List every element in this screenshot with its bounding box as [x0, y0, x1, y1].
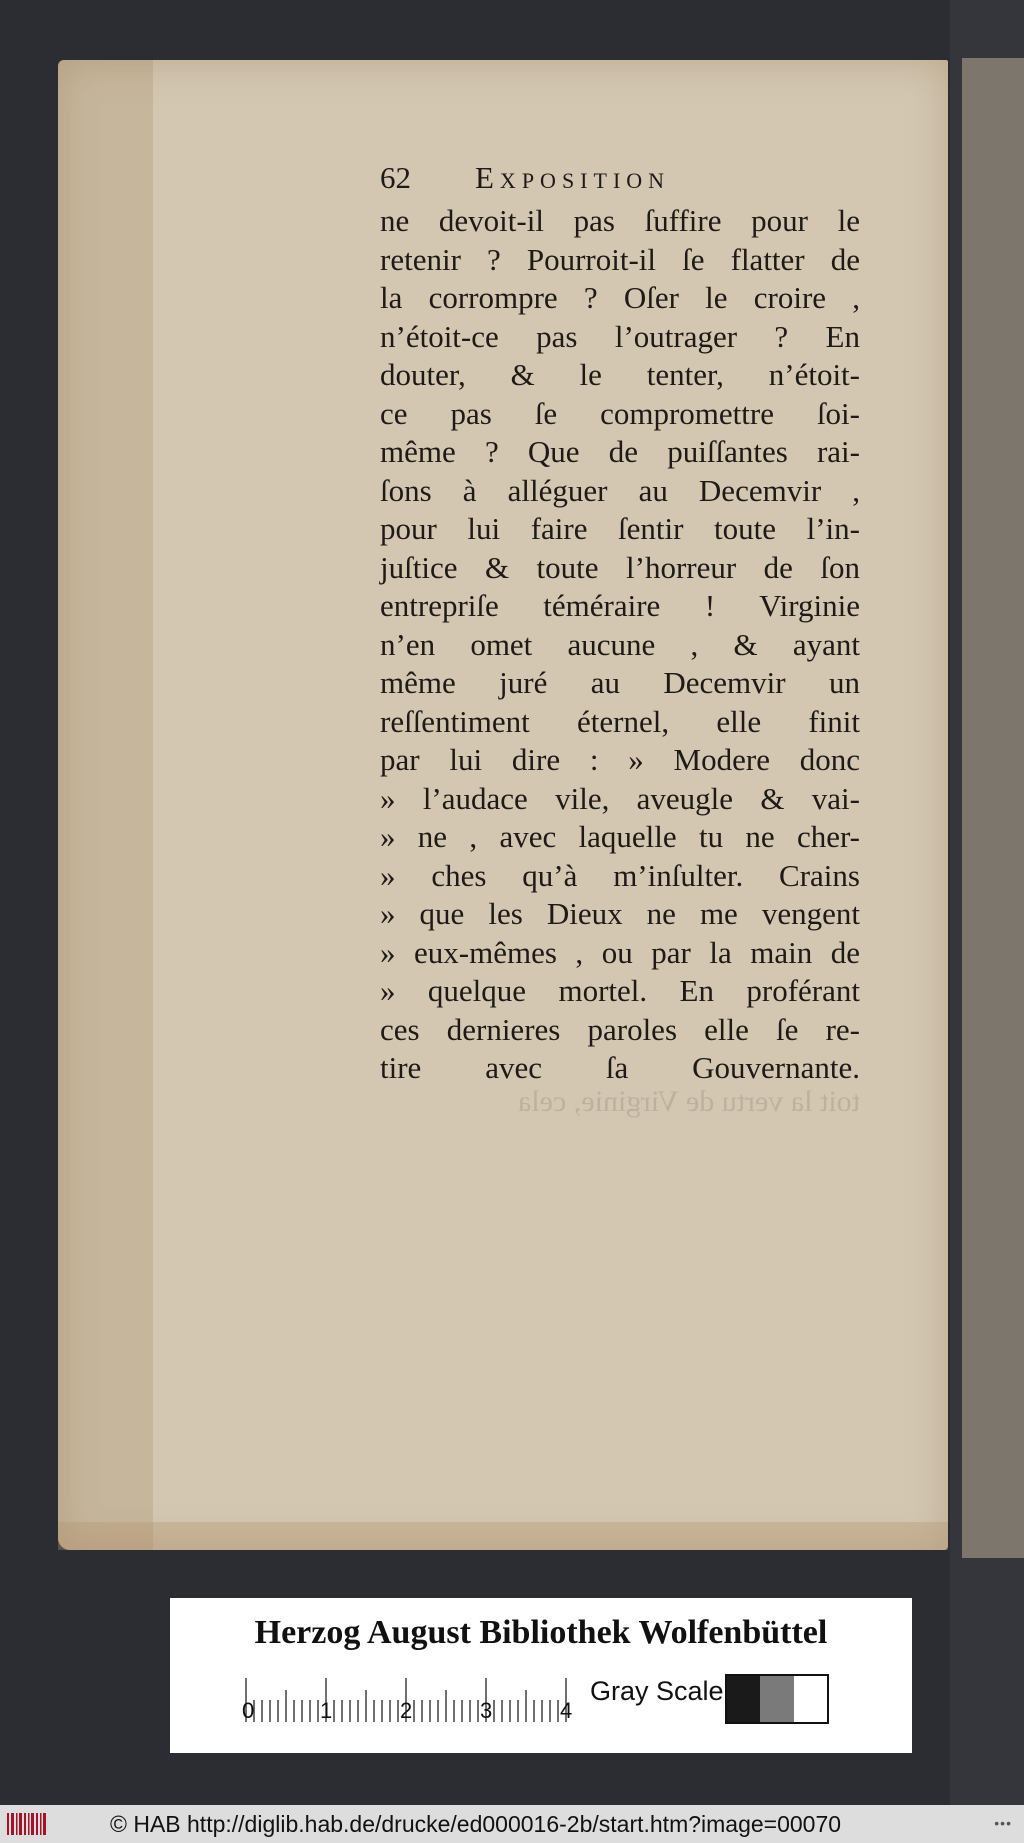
ruler-number-1: 1 — [320, 1698, 333, 1723]
text-lines — [380, 202, 860, 1088]
text-line: ne devoit-il pas ſuffire pour le — [380, 203, 860, 238]
text-line: même juré au Decemvir un — [380, 665, 860, 700]
text-line: entrepriſe téméraire ! Virginie — [380, 588, 860, 623]
more-dots-icon: ••• — [994, 1815, 1012, 1831]
page-number: 62 — [380, 160, 411, 195]
page-bottom-edge — [58, 1522, 948, 1550]
page-header — [380, 160, 860, 202]
swatch-black — [727, 1676, 760, 1722]
text-line: » quelque mortel. En proférant — [380, 973, 860, 1008]
text-line: reſſentiment éternel, elle finit — [380, 703, 860, 739]
page-text — [380, 160, 860, 1088]
hab-barcode-logo-icon — [6, 1809, 56, 1839]
next-page-edge — [962, 58, 1024, 1558]
text-line: » eux-mêmes , ou par la main de — [380, 934, 860, 970]
text-line: ce pas ſe compromettre ſoi- — [380, 395, 860, 431]
text-line: pour lui faire ſentir toute l’in- — [380, 511, 860, 546]
gray-scale-label: Gray Scale — [590, 1676, 724, 1706]
swatch-gray — [760, 1676, 793, 1722]
text-line: par lui dire : » Modere donc — [380, 742, 860, 777]
source-url: © HAB http://diglib.hab.de/drucke/ed000016-2b/start.htm?image=00070 — [110, 1810, 842, 1837]
gray-scale-swatches — [725, 1674, 829, 1724]
swatch-white — [794, 1676, 827, 1722]
ruler-number-2: 2 — [400, 1698, 413, 1723]
ruler-number-0: 0 — [242, 1698, 255, 1723]
text-line: juſtice & toute l’horreur de ſon — [380, 549, 860, 585]
text-line: ces dernieres paroles elle ſe re- — [380, 1011, 860, 1047]
text-line: » ne , avec laquelle tu ne cher- — [380, 819, 860, 854]
text-line: » que les Dieux ne me vengent — [380, 896, 860, 931]
text-line: ſons à alléguer au Decemvir , — [380, 472, 860, 508]
page-margin-shadow — [58, 60, 153, 1550]
text-line: » l’audace vile, aveugle & vai- — [380, 780, 860, 816]
running-title: Exposition — [475, 160, 671, 195]
ruler-number-3: 3 — [480, 1698, 493, 1723]
text-line: » ches qu’à m’inſulter. Crains — [380, 857, 860, 893]
text-line: n’étoit-ce pas l’outrager ? En — [380, 318, 860, 354]
text-line: retenir ? Pourroit-il ſe flatter de — [380, 241, 860, 277]
ruler-number-4: 4 — [560, 1698, 573, 1723]
bleed-through-text: toit la vertu de Virginie, cela — [518, 1085, 860, 1118]
text-line: la corrompre ? Oſer le croire , — [380, 280, 860, 315]
text-line: tire avec ſa Gouvernante. — [380, 1050, 860, 1085]
text-line: n’en omet aucune , & ayant — [380, 626, 860, 662]
color-reference-card — [170, 1598, 912, 1753]
institution-name: Herzog August Bibliothek Wolfenbüttel — [254, 1614, 828, 1651]
text-line: même ? Que de puiſſantes rai- — [380, 434, 860, 469]
text-line: douter, & le tenter, n’étoit- — [380, 357, 860, 392]
footer-bar — [0, 1805, 1024, 1843]
